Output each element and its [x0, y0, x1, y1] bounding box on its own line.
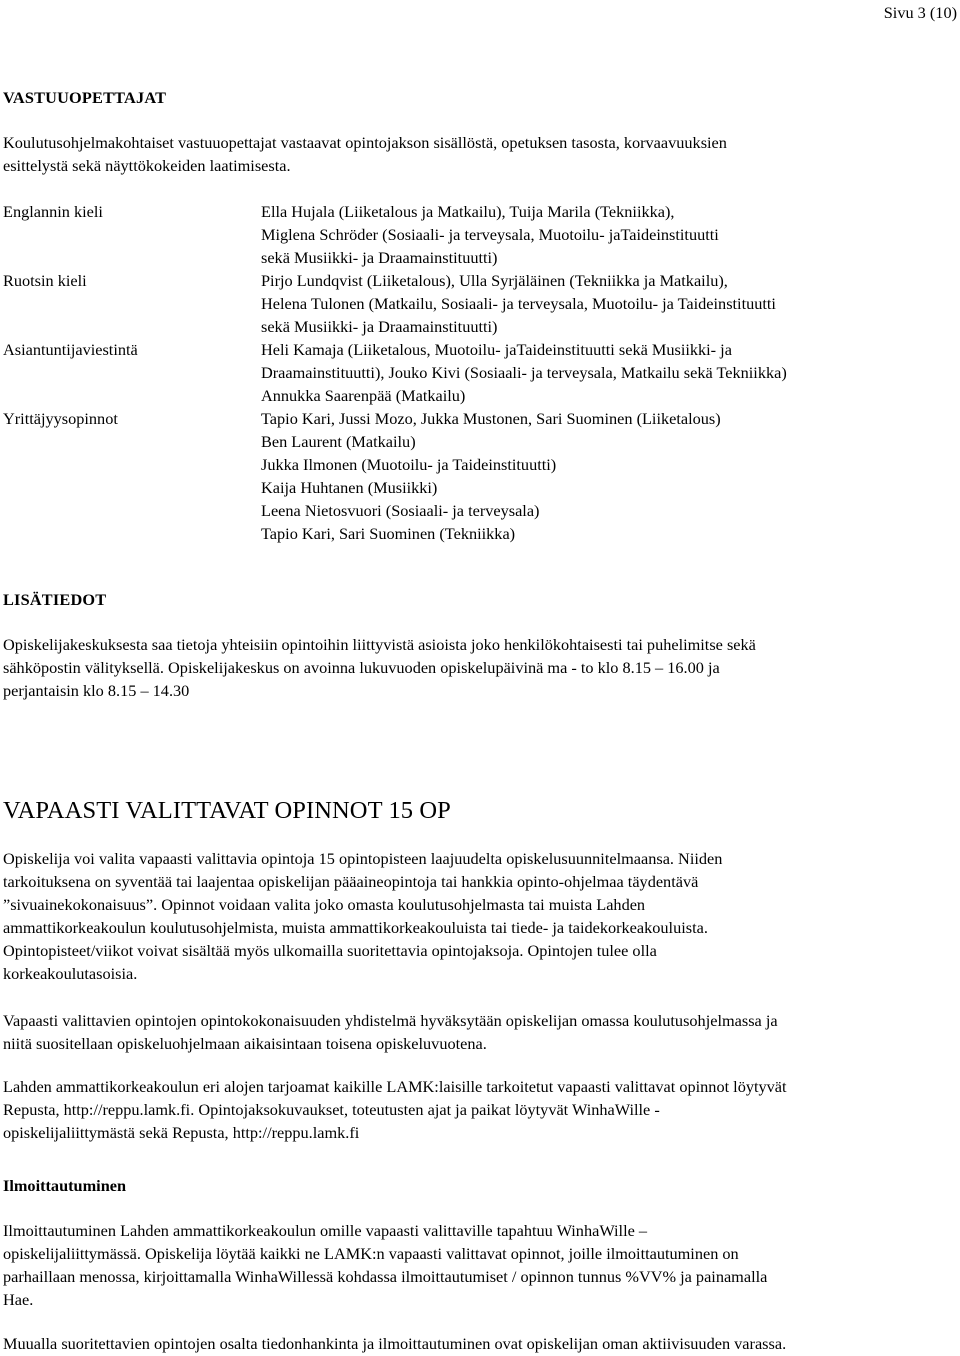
paragraph-line: niitä suositellaan opiskeluohjelmaan aikaisintaan toisena opiskeluvuotena.: [3, 1034, 487, 1053]
lisatiedot-paragraph: [3, 633, 958, 702]
paragraph-line: Opiskelijakeskuksesta saa tietoja yhteisiin opintoihin liittyvistä asioista joko henkilökohtaisesti tai puhelimitse sekä: [3, 635, 756, 654]
vapaasti-heading: VAPAASTI VALITTAVAT OPINNOT 15 OP: [3, 797, 451, 824]
subject-label-englannin-kieli: Englannin kieli: [3, 202, 103, 221]
intro-line: Koulutusohjelmakohtaiset vastuuopettajat vastaavat opintojakson sisällöstä, opetuksen tasosta, korvaavuuksien: [3, 133, 727, 152]
teacher-line: Kaija Huhtanen (Musiikki): [261, 478, 438, 497]
intro-line: esittelystä sekä näyttökokeiden laatimisesta.: [3, 156, 291, 175]
subject-label-ruotsin-kieli: Ruotsin kieli: [3, 271, 87, 290]
paragraph-line: opiskelijaliittymästä sekä Repusta, http://reppu.lamk.fi: [3, 1123, 360, 1142]
paragraph-line: sähköpostin välityksellä. Opiskelijakeskus on avoinna lukuvuoden opiskelupäivinä ma - to klo 8.15 – 16.00 ja: [3, 658, 720, 677]
paragraph-line: tarkoituksena on syventää tai laajentaa opiskelijan pääaineopintoja tai hankkia opinto-ohjelmaa täydentävä: [3, 872, 699, 891]
paragraph-line: opiskelijaliittymässä. Opiskelija löytää kaikki ne LAMK:n vapaasti valittavat opinnot, joille ilmoittautuminen on: [3, 1244, 739, 1263]
paragraph-line: perjantaisin klo 8.15 – 14.30: [3, 681, 190, 700]
paragraph-line: ammattikorkeakoulun koulutusohjelmista, muista ammattikorkeakouluista tai tiede- ja taidekorkeakouluista.: [3, 918, 708, 937]
teacher-line: Miglena Schröder (Sosiaali- ja terveysala, Muotoilu- jaTaideinstituutti: [261, 225, 719, 244]
vapaasti-paragraph-3: [3, 1075, 958, 1144]
teacher-line: Ella Hujala (Liiketalous ja Matkailu), Tuija Marila (Tekniikka),: [261, 202, 675, 221]
paragraph-line: Ilmoittautuminen Lahden ammattikorkeakoulun omille vapaasti valittaville tapahtuu WinhaWille –: [3, 1221, 648, 1240]
paragraph-line: ”sivuainekokonaisuus”. Opinnot voidaan valita joko omasta koulutusohjelmasta tai muista Lahden: [3, 895, 646, 914]
teacher-line: Annukka Saarenpää (Matkailu): [261, 386, 466, 405]
vastuuopettajat-heading: VASTUUOPETTAJAT: [3, 88, 167, 107]
ilmoittautuminen-paragraph-2: [3, 1332, 958, 1355]
vapaasti-paragraph-2: [3, 1009, 958, 1055]
paragraph-line: Hae.: [3, 1290, 34, 1309]
teacher-line: Tapio Kari, Sari Suominen (Tekniikka): [261, 524, 516, 543]
subject-label-asiantuntijaviestinta: Asiantuntijaviestintä: [3, 340, 138, 359]
teacher-line: Ben Laurent (Matkailu): [261, 432, 416, 451]
teacher-line: Draamainstituutti), Jouko Kivi (Sosiaali- ja terveysala, Matkailu sekä Tekniikka): [261, 363, 787, 382]
page-number: Sivu 3 (10): [883, 3, 957, 22]
subject-label-yrittajyysopinnot: Yrittäjyysopinnot: [3, 409, 118, 428]
paragraph-line: Opiskelija voi valita vapaasti valittavia opintoja 15 opintopisteen laajuudelta opiskelusuunnitelmaansa. Niiden: [3, 849, 723, 868]
teacher-line: Tapio Kari, Jussi Mozo, Jukka Mustonen, Sari Suominen (Liiketalous): [261, 409, 721, 428]
lisatiedot-heading: LISÄTIEDOT: [3, 590, 107, 609]
ilmoittautuminen-heading: Ilmoittautuminen: [3, 1176, 127, 1195]
teacher-line: sekä Musiikki- ja Draamainstituutti): [261, 317, 498, 336]
paragraph-line: korkeakoulutasoisia.: [3, 964, 138, 983]
paragraph-line: Repusta, http://reppu.lamk.fi. Opintojaksokuvaukset, toteutusten ajat ja paikat löytyvät WinhaWille -: [3, 1100, 660, 1119]
paragraph-line: parhaillaan menossa, kirjoittamalla WinhaWillessä kohdassa ilmoittautumiset / opinnon tunnus %VV% ja painamalla: [3, 1267, 768, 1286]
paragraph-line: Opintopisteet/viikot voivat sisältää myös ulkomailla suoritettavia opintojaksoja. Opintojen tulee olla: [3, 941, 657, 960]
teacher-line: Jukka Ilmonen (Muotoilu- ja Taideinstituutti): [261, 455, 557, 474]
paragraph-line: Vapaasti valittavien opintojen opintokokonaisuuden yhdistelmä hyväksytään opiskelijan omassa koulutusohjelmassa ja: [3, 1011, 778, 1030]
vastuuopettajat-intro: [3, 131, 958, 177]
teacher-list: [261, 200, 958, 545]
vapaasti-paragraph-1: [3, 847, 958, 985]
paragraph-line: Lahden ammattikorkeakoulun eri alojen tarjoamat kaikille LAMK:laisille tarkoitetut vapaasti valittavat opinnot löytyvät: [3, 1077, 787, 1096]
teacher-line: sekä Musiikki- ja Draamainstituutti): [261, 248, 498, 267]
teacher-line: Heli Kamaja (Liiketalous, Muotoilu- jaTaideinstituutti sekä Musiikki- ja: [261, 340, 732, 359]
ilmoittautuminen-paragraph-1: [3, 1219, 958, 1311]
teacher-line: Helena Tulonen (Matkailu, Sosiaali- ja terveysala, Muotoilu- ja Taideinstituutti: [261, 294, 776, 313]
teacher-line: Pirjo Lundqvist (Liiketalous), Ulla Syrjäläinen (Tekniikka ja Matkailu),: [261, 271, 728, 290]
paragraph-line: Muualla suoritettavien opintojen osalta tiedonhankinta ja ilmoittautuminen ovat opiskelijan oman aktiivisuuden varassa.: [3, 1334, 787, 1353]
teacher-line: Leena Nietosvuori (Sosiaali- ja terveysala): [261, 501, 540, 520]
